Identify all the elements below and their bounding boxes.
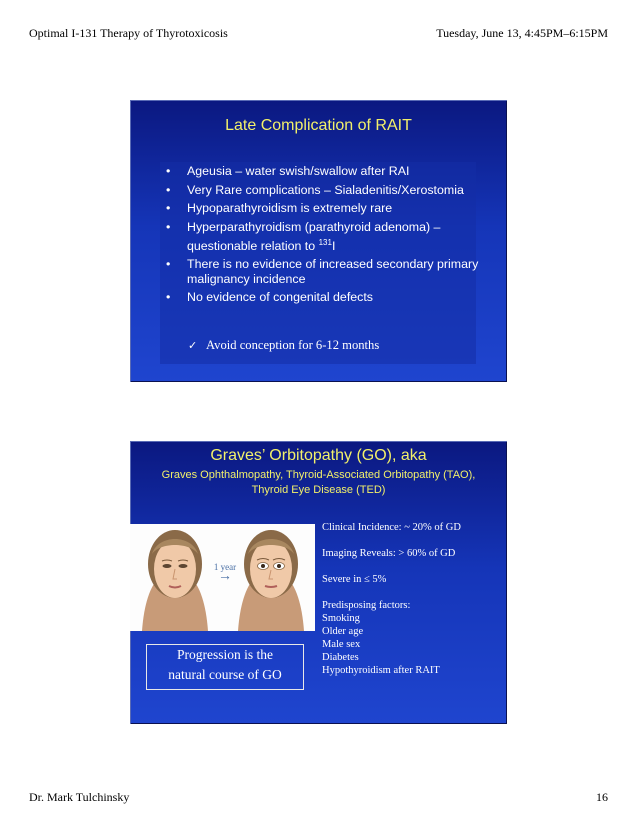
progression-line-1: Progression is the (177, 647, 273, 662)
go-facts (322, 521, 502, 677)
bullet-marker: • (166, 220, 171, 234)
bullet-text: Hypoparathyroidism is extremely rare (187, 201, 393, 215)
slide-graves-orbitopathy (130, 441, 507, 724)
bullet-text: Very Rare complications – Sialadenitis/Xerostomia (187, 183, 464, 197)
bullet-marker: • (166, 164, 171, 178)
header-document-title: Optimal I-131 Therapy of Thyrotoxicosis (29, 26, 228, 40)
time-arrow (210, 562, 240, 582)
predisposing-heading: Predisposing factors: (322, 600, 411, 611)
bullet-item (166, 220, 486, 254)
arrow-right-icon: → (218, 569, 232, 584)
face-after-icon (238, 530, 304, 631)
predisposing-factor: Smoking (322, 613, 360, 624)
bullet-text: No evidence of congenital defects (187, 290, 373, 304)
bullet-item (166, 183, 486, 198)
slide-late-complications (130, 100, 507, 382)
bullet-marker: • (166, 290, 171, 304)
fact-imaging: Imaging Reveals: > 60% of GD (322, 548, 456, 559)
sub-bullet-item (188, 338, 379, 353)
bullet-item (166, 257, 486, 287)
progression-line-2: natural course of GO (168, 667, 282, 682)
bullet-marker: • (166, 183, 171, 197)
time-arrow-label: 1 year (213, 562, 237, 572)
predisposing-factor: Older age (322, 626, 364, 637)
bullet-text: Ageusia – water swish/swallow after RAI (187, 164, 410, 178)
bullet-item (166, 164, 486, 179)
bullet-item (166, 290, 486, 305)
bullet-marker: • (166, 201, 171, 215)
predisposing-factor: Hypothyroidism after RAIT (322, 665, 440, 676)
page-number: 16 (596, 790, 608, 804)
checkmark-icon: ✓ (188, 340, 198, 352)
fact-severe: Severe in ≤ 5% (322, 574, 387, 585)
footer-author: Dr. Mark Tulchinsky (29, 790, 130, 804)
sub-bullet-text: Avoid conception for 6-12 months (206, 338, 380, 352)
slide-title: Graves’ Orbitopathy (GO), aka (210, 447, 427, 464)
bullet-text: Hyperparathyroidism (parathyroid adenoma) – questionable relation to (187, 220, 441, 253)
bullet-marker: • (166, 257, 171, 271)
isotope-superscript: 131 (318, 238, 332, 247)
face-comparison-image (130, 524, 315, 631)
progression-box (146, 644, 304, 690)
fact-clinical-incidence: Clinical Incidence: ~ 20% of GD (322, 522, 461, 533)
predisposing-factor: Male sex (322, 639, 361, 650)
slide-title: Late Complication of RAIT (225, 117, 412, 134)
isotope-symbol: I (331, 239, 336, 253)
predisposing-factor: Diabetes (322, 652, 359, 663)
face-before-icon (142, 530, 208, 631)
bullet-item (166, 201, 486, 216)
bullet-text: There is no evidence of increased secondary primary malignancy incidence (187, 257, 479, 286)
header-session-time: Tuesday, June 13, 4:45PM–6:15PM (436, 26, 608, 40)
bullet-list (166, 164, 486, 309)
slide-subtitle: Graves Ophthalmopathy, Thyroid-Associated Orbitopathy (TAO), Thyroid Eye Disease (TED) (161, 469, 476, 496)
